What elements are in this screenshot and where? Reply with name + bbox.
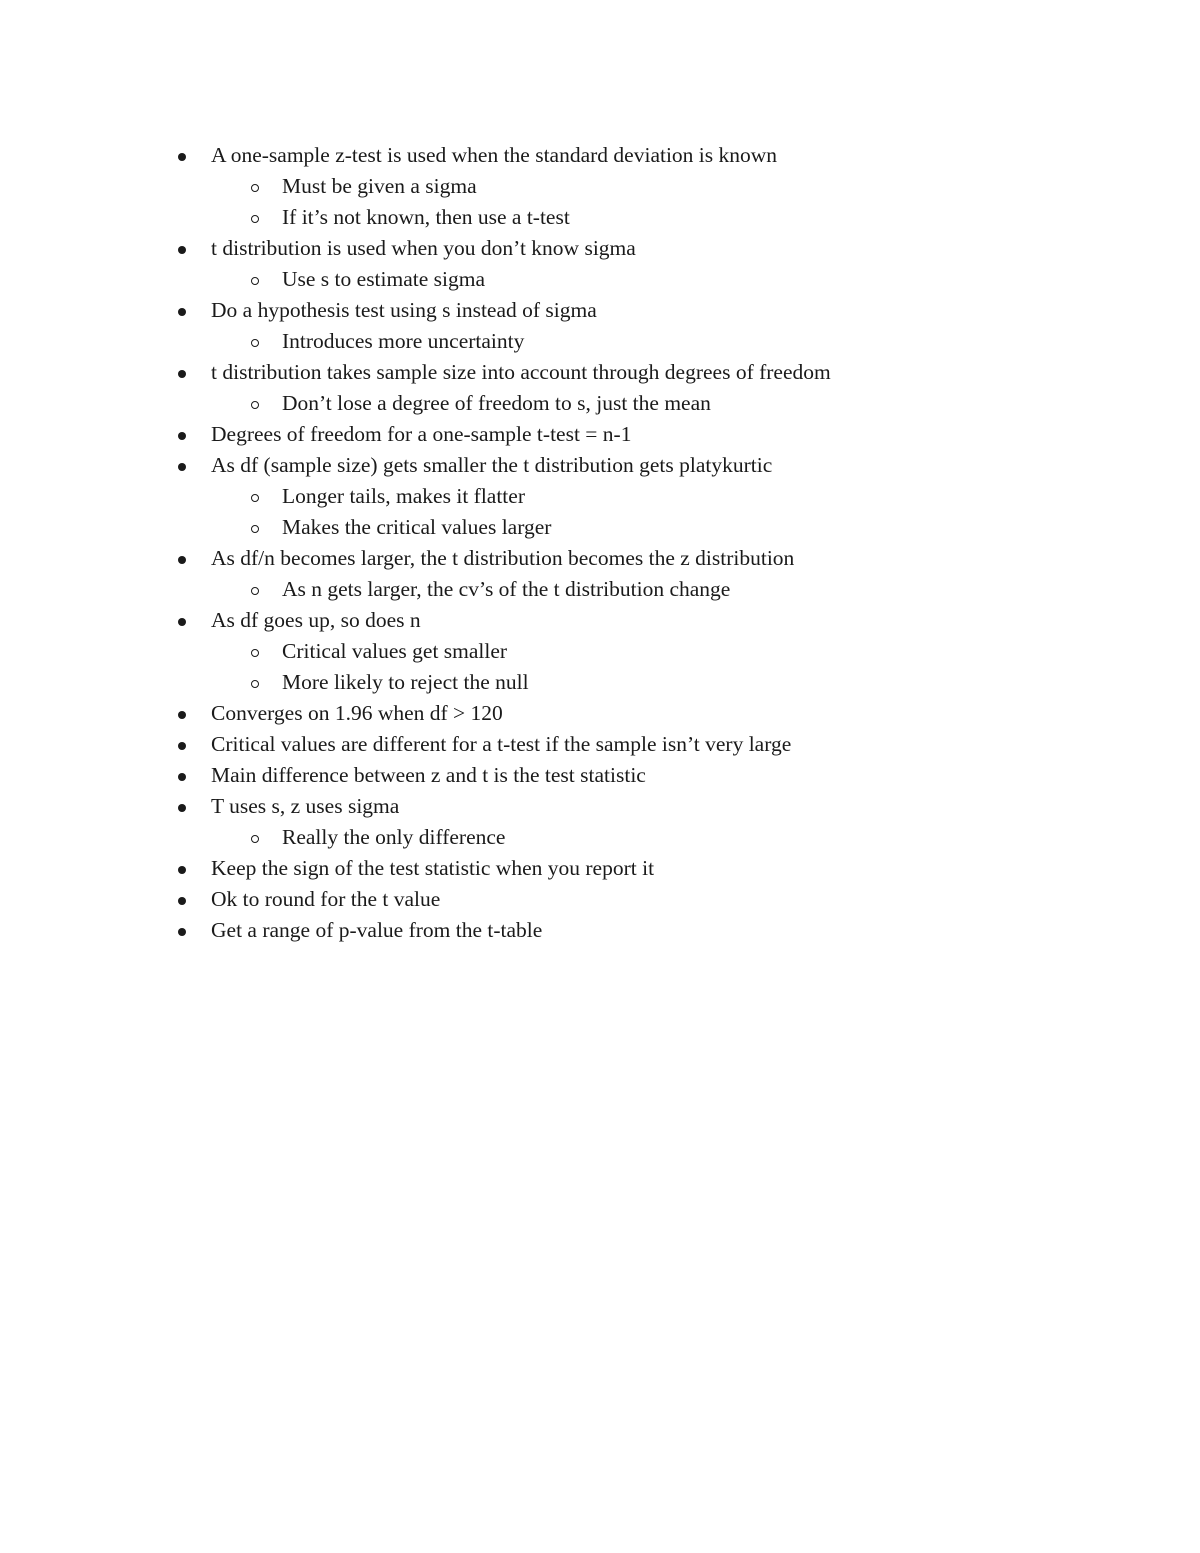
filled-bullet-icon bbox=[178, 804, 186, 812]
sub-list-item bbox=[0, 388, 1200, 419]
sub-list-item-text: As n gets larger, the cv’s of the t distribution change bbox=[282, 577, 731, 601]
list-item-text: As df goes up, so does n bbox=[211, 608, 421, 632]
list-item-text: Degrees of freedom for a one-sample t-test = n-1 bbox=[211, 422, 632, 446]
list-item bbox=[0, 760, 1200, 791]
sub-list-item-text: Introduces more uncertainty bbox=[282, 329, 525, 353]
list-item-text: T uses s, z uses sigma bbox=[211, 794, 400, 818]
sub-list-item-text: Don’t lose a degree of freedom to s, just the mean bbox=[282, 391, 711, 415]
filled-bullet-icon bbox=[178, 618, 186, 626]
filled-bullet-icon bbox=[178, 866, 186, 874]
sub-list-item bbox=[0, 574, 1200, 605]
sub-list-item bbox=[0, 512, 1200, 543]
list-item bbox=[0, 729, 1200, 760]
filled-bullet-icon bbox=[178, 928, 186, 936]
list-item-text: A one-sample z-test is used when the standard deviation is known bbox=[211, 143, 778, 167]
list-item bbox=[0, 791, 1200, 822]
filled-bullet-icon bbox=[178, 897, 186, 905]
sub-list-item-text: Makes the critical values larger bbox=[282, 515, 552, 539]
notes-list bbox=[0, 140, 1200, 946]
hollow-bullet-icon bbox=[251, 680, 259, 688]
list-item bbox=[0, 140, 1200, 171]
list-item bbox=[0, 543, 1200, 574]
hollow-bullet-icon bbox=[251, 401, 259, 409]
list-item-text: Do a hypothesis test using s instead of sigma bbox=[211, 298, 597, 322]
list-item bbox=[0, 233, 1200, 264]
hollow-bullet-icon bbox=[251, 835, 259, 843]
hollow-bullet-icon bbox=[251, 587, 259, 595]
list-item-text: Ok to round for the t value bbox=[211, 887, 441, 911]
list-item bbox=[0, 853, 1200, 884]
list-item-text: As df/n becomes larger, the t distribution becomes the z distribution bbox=[211, 546, 795, 570]
list-item bbox=[0, 357, 1200, 388]
list-item bbox=[0, 915, 1200, 946]
sub-list-item bbox=[0, 822, 1200, 853]
list-item-text: t distribution takes sample size into account through degrees of freedom bbox=[211, 360, 831, 384]
list-item-text: Keep the sign of the test statistic when you report it bbox=[211, 856, 655, 880]
filled-bullet-icon bbox=[178, 742, 186, 750]
sub-list-item-text: Critical values get smaller bbox=[282, 639, 508, 663]
sub-list-item bbox=[0, 667, 1200, 698]
list-item-text: As df (sample size) gets smaller the t distribution gets platykurtic bbox=[211, 453, 773, 477]
sub-list-item bbox=[0, 326, 1200, 357]
list-item bbox=[0, 884, 1200, 915]
list-item bbox=[0, 295, 1200, 326]
list-item-text: t distribution is used when you don’t know sigma bbox=[211, 236, 636, 260]
hollow-bullet-icon bbox=[251, 649, 259, 657]
hollow-bullet-icon bbox=[251, 184, 259, 192]
filled-bullet-icon bbox=[178, 370, 186, 378]
sub-list-item bbox=[0, 264, 1200, 295]
sub-list-item-text: Must be given a sigma bbox=[282, 174, 477, 198]
hollow-bullet-icon bbox=[251, 525, 259, 533]
sub-list-item bbox=[0, 171, 1200, 202]
list-item bbox=[0, 605, 1200, 636]
hollow-bullet-icon bbox=[251, 494, 259, 502]
list-item bbox=[0, 450, 1200, 481]
sub-list-item-text: Really the only difference bbox=[282, 825, 506, 849]
filled-bullet-icon bbox=[178, 153, 186, 161]
filled-bullet-icon bbox=[178, 711, 186, 719]
list-item-text: Critical values are different for a t-test if the sample isn’t very large bbox=[211, 732, 792, 756]
list-item-text: Main difference between z and t is the test statistic bbox=[211, 763, 646, 787]
hollow-bullet-icon bbox=[251, 277, 259, 285]
filled-bullet-icon bbox=[178, 246, 186, 254]
hollow-bullet-icon bbox=[251, 215, 259, 223]
sub-list-item bbox=[0, 481, 1200, 512]
filled-bullet-icon bbox=[178, 773, 186, 781]
filled-bullet-icon bbox=[178, 308, 186, 316]
hollow-bullet-icon bbox=[251, 339, 259, 347]
sub-list-item-text: Longer tails, makes it flatter bbox=[282, 484, 525, 508]
sub-list-item-text: More likely to reject the null bbox=[282, 670, 529, 694]
filled-bullet-icon bbox=[178, 556, 186, 564]
sub-list-item-text: Use s to estimate sigma bbox=[282, 267, 486, 291]
list-item-text: Converges on 1.96 when df > 120 bbox=[211, 701, 503, 725]
list-item-text: Get a range of p-value from the t-table bbox=[211, 918, 543, 942]
list-item bbox=[0, 419, 1200, 450]
sub-list-item-text: If it’s not known, then use a t-test bbox=[282, 205, 570, 229]
list-item bbox=[0, 698, 1200, 729]
filled-bullet-icon bbox=[178, 432, 186, 440]
sub-list-item bbox=[0, 202, 1200, 233]
sub-list-item bbox=[0, 636, 1200, 667]
filled-bullet-icon bbox=[178, 463, 186, 471]
